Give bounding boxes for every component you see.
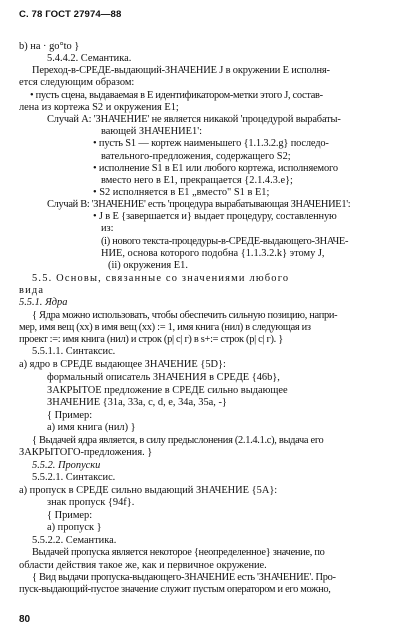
text-line: { Пример: bbox=[47, 510, 93, 521]
text-line: вательного-предложения, содержащего S2; bbox=[101, 151, 291, 162]
text-line: a) имя книга (нил) } bbox=[47, 422, 136, 433]
text-line: из: bbox=[101, 223, 114, 234]
text-line: { Пример: bbox=[47, 410, 93, 421]
text-line: Выдачей пропуска является некоторое {неопределенное} значение, по bbox=[32, 547, 325, 558]
page-number: 80 bbox=[19, 614, 31, 625]
text-line: формальный описатель ЗНАЧЕНИЯ в СРЕДЕ {46b}, bbox=[47, 372, 280, 383]
text-line: лена из кортежа S2 и окружения E1; bbox=[19, 102, 179, 113]
text-line: проект :=: имя книга (нил) и строк (р| с| г) в s+:= строк (р| с| г). } bbox=[19, 334, 283, 345]
text-line: 5.5.2.1. Синтаксис. bbox=[32, 472, 116, 483]
text-line: ЗНАЧЕНИЕ {31a, 33a, c, d, e, 34a, 35a, -} bbox=[47, 397, 227, 408]
text-line: 5.4.4.2. Семантика. bbox=[47, 53, 132, 64]
text-line: НИЕ, основа которого подобна {1.1.3.2.k} этому J, bbox=[101, 248, 325, 259]
text-line: b) на · go°to } bbox=[19, 41, 80, 52]
section-heading: вида bbox=[19, 285, 45, 296]
text-line: a) ядро в СРЕДЕ выдающее ЗНАЧЕНИЕ {5D}: bbox=[19, 359, 226, 370]
text-line: пуск-выдающий-пустое значение служит пустым оператором и его можно, bbox=[19, 584, 331, 595]
section-heading: 5.5. Основы, связанные со значениями любого bbox=[32, 273, 290, 284]
text-line: знак пропуск {94f}. bbox=[47, 497, 135, 508]
text-line: • исполнение S1 в E1 или любого кортежа, исполняемого bbox=[93, 163, 338, 174]
text-line: { Ядра можно использовать, чтобы обеспечить сильную позицию, напри- bbox=[32, 310, 338, 321]
text-line: вместо него в E1, прекращается {2.1.4.3.e}; bbox=[101, 175, 293, 186]
subsection-heading: 5.5.1. Ядра bbox=[19, 297, 68, 308]
text-line: области действия такое же, как и первичное окружение. bbox=[19, 560, 267, 571]
text-line: • пусть сцена, выдаваемая в E идентификатором-метки этого J, состав- bbox=[30, 90, 323, 101]
page-header: С. 78 ГОСТ 27974—88 bbox=[19, 9, 122, 20]
text-line: ется следующим образом: bbox=[19, 77, 135, 88]
text-line: ЗАКРЫТОЕ предложение в СРЕДЕ сильно выдающее bbox=[47, 385, 288, 396]
text-line: Переход-в-СРЕДЕ-выдающий-ЗНАЧЕНИЕ J в окружении E исполня- bbox=[32, 65, 330, 76]
text-line: • J в E {завершается и} выдает процедуру, составленную bbox=[93, 211, 337, 222]
text-line: (i) нового текста-процедуры-в-СРЕДЕ-выдающего-ЗНАЧЕ- bbox=[101, 236, 349, 247]
text-line: { Вид выдачи пропуска-выдающего-ЗНАЧЕНИЕ есть 'ЗНАЧЕНИЕ'. Про- bbox=[32, 572, 336, 583]
text-line: a) пропуск в СРЕДЕ сильно выдающий ЗНАЧЕНИЕ {5A}: bbox=[19, 485, 278, 496]
text-line: • S2 исполняется в E1 „вместо" S1 в E1; bbox=[93, 187, 270, 198]
text-line: Случай A: 'ЗНАЧЕНИЕ' не является никакой 'процедурой вырабаты- bbox=[47, 114, 341, 125]
text-line: вающей ЗНАЧЕНИЕ1': bbox=[101, 126, 202, 137]
subsection-heading: 5.5.2. Пропуски bbox=[32, 460, 101, 471]
text-line: (ii) окружения E1. bbox=[108, 260, 188, 271]
text-line: { Выдачей ядра является, в силу предыслонения (2.1.4.1.c), выдача его bbox=[32, 435, 324, 446]
text-line: • пусть S1 — кортеж наименьшего {1.1.3.2.g} последо- bbox=[93, 138, 329, 149]
text-line: 5.5.1.1. Синтаксис. bbox=[32, 346, 116, 357]
text-line: a) пропуск } bbox=[47, 522, 102, 533]
text-line: 5.5.2.2. Семантика. bbox=[32, 535, 117, 546]
text-line: ЗАКРЫТОГО-предложения. } bbox=[19, 447, 153, 458]
text-line: Случай B: 'ЗНАЧЕНИЕ' есть 'процедура вырабатывающая ЗНАЧЕНИЕ1': bbox=[47, 199, 351, 210]
text-line: мер, имя вещ (хх) в имя вещ (хх) := 1, имя книга (нил) в следующая из bbox=[19, 322, 311, 333]
